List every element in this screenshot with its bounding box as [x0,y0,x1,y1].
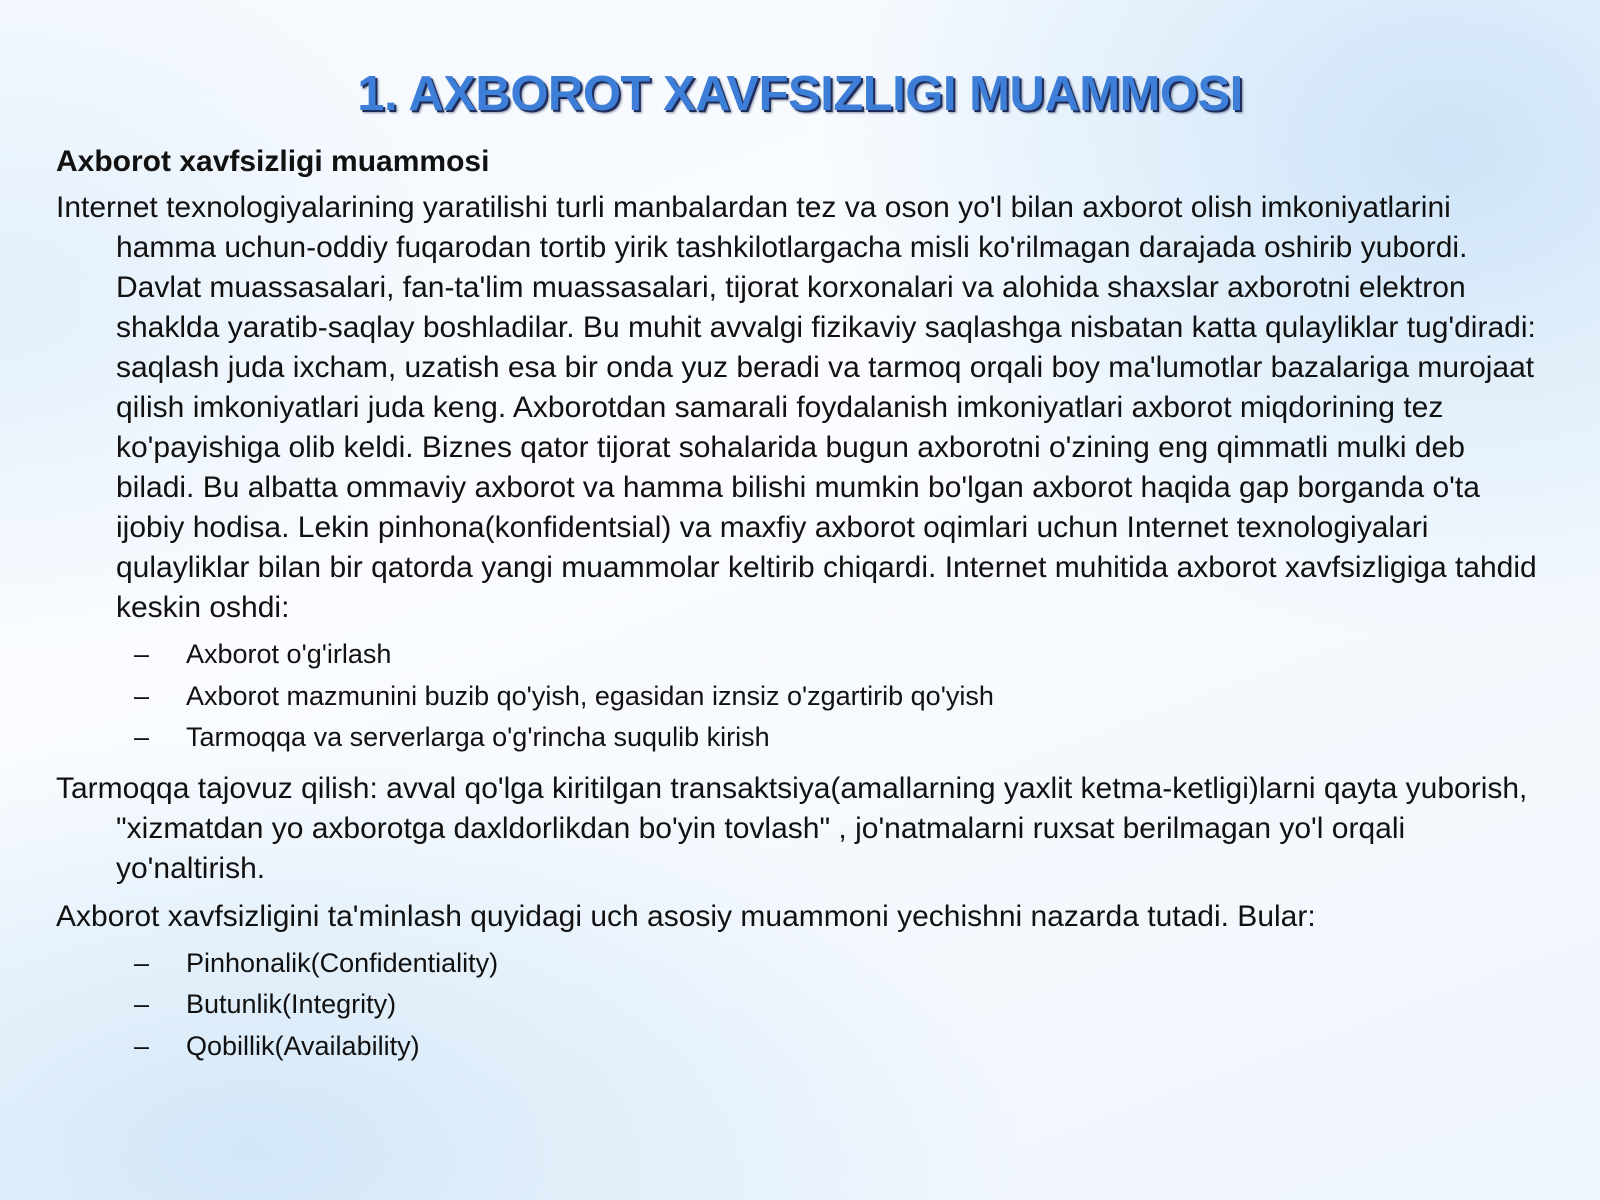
paragraph-attacks: Tarmoqqa tajovuz qilish: avval qo'lga kiritilgan transaktsiya(amallarning yaxlit ketma-ketligi)larni qayta yuborish, "xizmatdan yo axborotga daxldorlikdan bo'yin tovlash" , jo'natmalarni ruxsat berilmagan yo'l orqali yo'naltirish. [56,771,1528,885]
paragraph-intro: Internet texnologiyalarining yaratilishi turli manbalardan tez va oson yo'l bilan axborot olish imkoniyatlarini hamma uchun-oddiy fuqarodan tortib yirik tashkilotlargacha misli ko'rilmagan darajada oshirib yubordi. Davlat muassasalari, fan-ta'lim muassasalari, tijorat korxonalari va alohida shaxslar axborotni elektron shaklda yaratib-saqlay boshladilar. Bu muhit avvalgi fizikaviy saqlashga nisbatan katta qulayliklar tug'diradi: saqlash juda ixcham, uzatish esa bir onda yuz beradi va tarmoq orqali boy ma'lumotlar bazalariga murojaat qilish imkoniyatlari juda keng. Axborotdan samarali foydalanish imkoniyatlari axborot miqdorining tez ko'payishiga olib keldi. Biznes qator tijorat sohalarida bugun axborotni o'zining eng qimmatli mulki deb biladi. Bu albatta ommaviy axborot va hamma bilishi mumkin bo'lgan axborot haqida gap borganda o'ta ijobiy hodisa. Lekin pinhona(konfidentsial) va maxfiy axborot oqimlari uchun Internet texnologiyalari qulayliklar bilan bir qatorda yangi muammolar keltirib chiqardi. Internet muhitida axborot xavfsizligiga tahdid keskin oshdi: [56,191,1537,624]
dash-bullet: – [134,1030,150,1061]
list-item [56,717,1546,759]
list-item [56,984,1546,1026]
list-item-text: Axborot mazmunini buzib qo'yish, egasidan iznsiz o'zgartirib qo'yish [186,680,994,711]
dash-bullet: – [134,989,150,1019]
dash-bullet: – [134,722,150,752]
dash-bullet: – [134,639,150,669]
dash-bullet: – [134,947,150,978]
list-item-text: Butunlik(Integrity) [186,989,397,1019]
list-item-text: Axborot o'g'irlash [186,639,392,669]
list-item [56,943,1546,985]
list-item-text: Pinhonalik(Confidentiality) [186,947,499,978]
slide-title: 1. AXBOROT XAVFSIZLIGI MUAMMOSI [357,67,1243,121]
list-item-text: Qobillik(Availability) [186,1030,420,1061]
threats-list [56,634,1546,759]
dash-bullet: – [134,680,150,711]
subheading: Axborot xavfsizligi muammosi [56,145,490,178]
list-item-text: Tarmoqqa va serverlarga o'g'rincha suqulib kirish [186,722,770,752]
principles-list [56,943,1546,1068]
list-item [56,1026,1546,1068]
paragraph-principles-intro: Axborot xavfsizligini ta'minlash quyidagi uch asosiy muammoni yechishni nazarda tutadi. Bular: [56,899,1316,933]
slide-content [56,142,1546,1071]
list-item [56,634,1546,676]
list-item [56,676,1546,718]
